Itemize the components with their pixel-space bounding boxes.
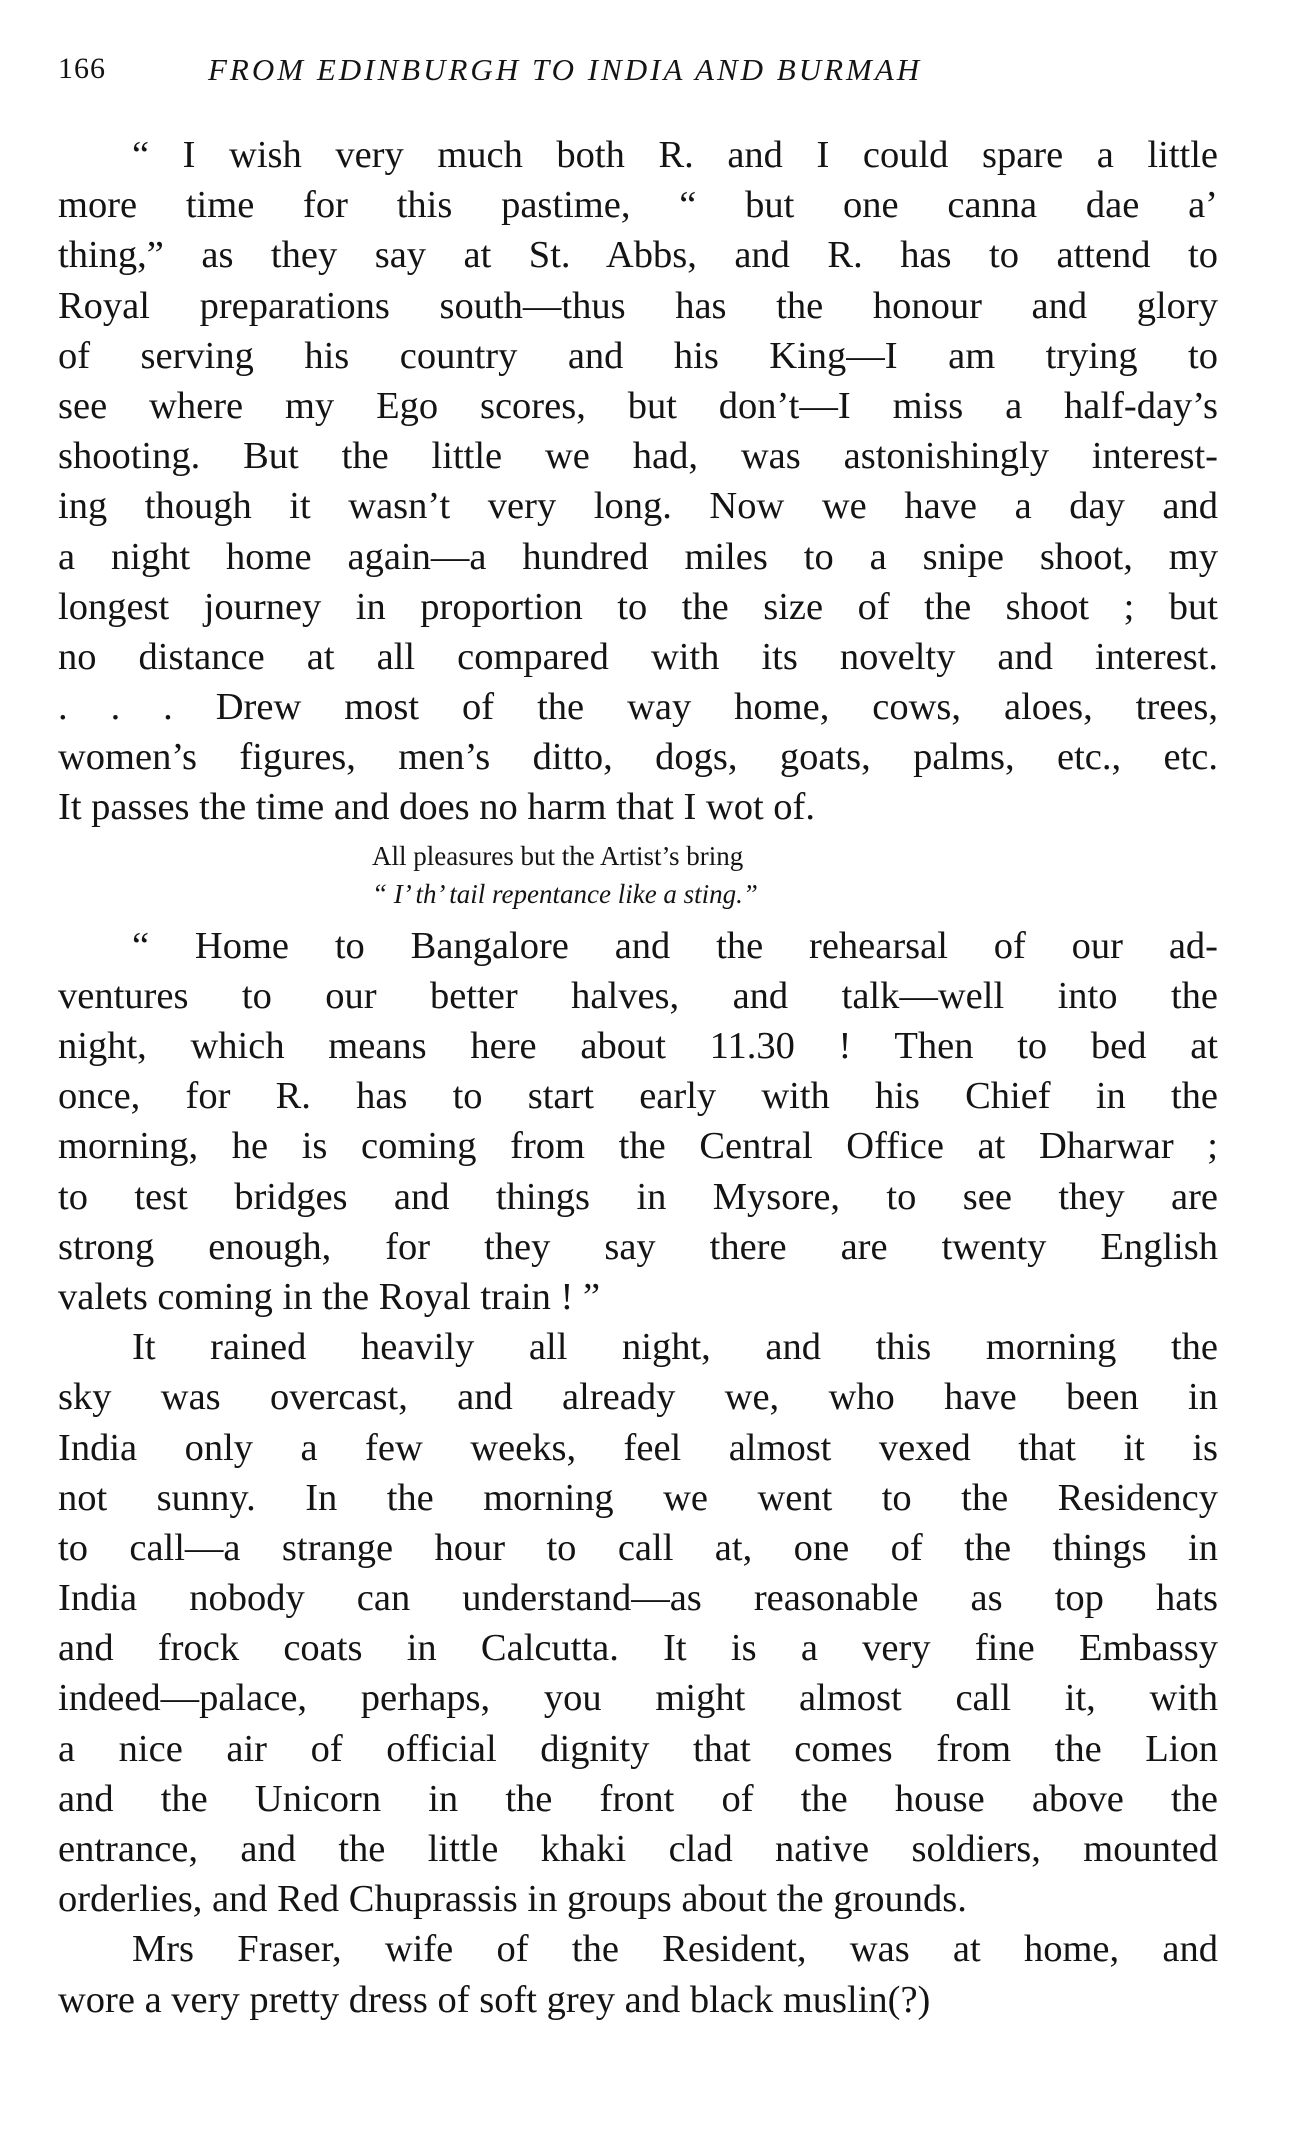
text-line: valets coming in the Royal train ! ” [58, 1275, 601, 1318]
text-line: ventures to our better halves, and talk—well into the [58, 974, 1218, 1017]
text-line: to test bridges and things in Mysore, to see they are [58, 1175, 1218, 1218]
text-line: morning, he is coming from the Central Office at Dharwar ; [58, 1125, 1218, 1168]
page-number: 166 [58, 52, 106, 85]
verse-quotation [58, 837, 1218, 913]
text-line: a nice air of official dignity that comes from the Lion [58, 1727, 1218, 1770]
text-line: longest journey in proportion to the size of the shoot ; but [58, 585, 1218, 628]
text-line: of serving his country and his King—I am trying to [58, 334, 1218, 377]
text-line: night, which means here about 11.30 ! Then to bed at [58, 1025, 1218, 1067]
text-line: It rained heavily all night, and this morning the [132, 1326, 1218, 1369]
text-line: Royal preparations south—thus has the honour and glory [58, 284, 1218, 327]
verse-line: All pleasures but the Artist’s bring [372, 840, 744, 871]
text-line: no distance at all compared with its novelty and interest. [58, 635, 1218, 678]
text-line: “ I wish very much both R. and I could spare a little [132, 134, 1218, 176]
text-line: India only a few weeks, feel almost vexed that it is [58, 1426, 1218, 1469]
text-line: sky was overcast, and already we, who have been in [58, 1376, 1218, 1419]
text-line: to call—a strange hour to call at, one of the things in [58, 1526, 1218, 1569]
paragraph [58, 1924, 1218, 2024]
text-line: and frock coats in Calcutta. It is a very fine Embassy [58, 1627, 1218, 1670]
body-text [58, 130, 1218, 2025]
paragraph [58, 921, 1218, 1323]
text-line: orderlies, and Red Chuprassis in groups about the grounds. [58, 1878, 967, 1921]
text-line: entrance, and the little khaki clad native soldiers, mounted [58, 1828, 1218, 1870]
text-line: more time for this pastime, “ but one canna dae a’ [58, 184, 1218, 227]
text-line: . . . Drew most of the way home, cows, aloes, trees, [58, 686, 1218, 729]
paragraph [58, 130, 1218, 833]
text-line: ing though it wasn’t very long. Now we have a day and [58, 485, 1218, 528]
text-line: strong enough, for they say there are twenty English [58, 1225, 1218, 1268]
text-line: not sunny. In the morning we went to the Residency [58, 1476, 1218, 1519]
text-line: women’s figures, men’s ditto, dogs, goats, palms, etc., etc. [58, 736, 1218, 779]
text-line: It passes the time and does no harm that I wot of. [58, 786, 815, 829]
text-line: indeed—palace, perhaps, you might almost call it, with [58, 1677, 1218, 1720]
text-line: see where my Ego scores, but don’t—I miss a half-day’s [58, 384, 1218, 427]
text-line: Mrs Fraser, wife of the Resident, was at home, and [132, 1928, 1218, 1971]
text-line: “ Home to Bangalore and the rehearsal of our ad- [132, 924, 1218, 967]
running-title: FROM EDINBURGH TO INDIA AND BURMAH [208, 52, 923, 87]
page-header [58, 52, 1238, 92]
paragraph [58, 1322, 1218, 1924]
text-line: and the Unicorn in the front of the house above the [58, 1777, 1218, 1820]
text-line: thing,” as they say at St. Abbs, and R. has to attend to [58, 234, 1218, 277]
verse-line: “ I’ th’ tail repentance like a sting.” [372, 878, 758, 909]
text-line: shooting. But the little we had, was astonishingly interest- [58, 435, 1218, 478]
text-line: once, for R. has to start early with his Chief in the [58, 1075, 1218, 1118]
text-line: India nobody can understand—as reasonable as top hats [58, 1577, 1218, 1620]
text-line: a night home again—a hundred miles to a snipe shoot, my [58, 535, 1218, 578]
text-line: wore a very pretty dress of soft grey and black muslin(?) [58, 1978, 931, 2021]
